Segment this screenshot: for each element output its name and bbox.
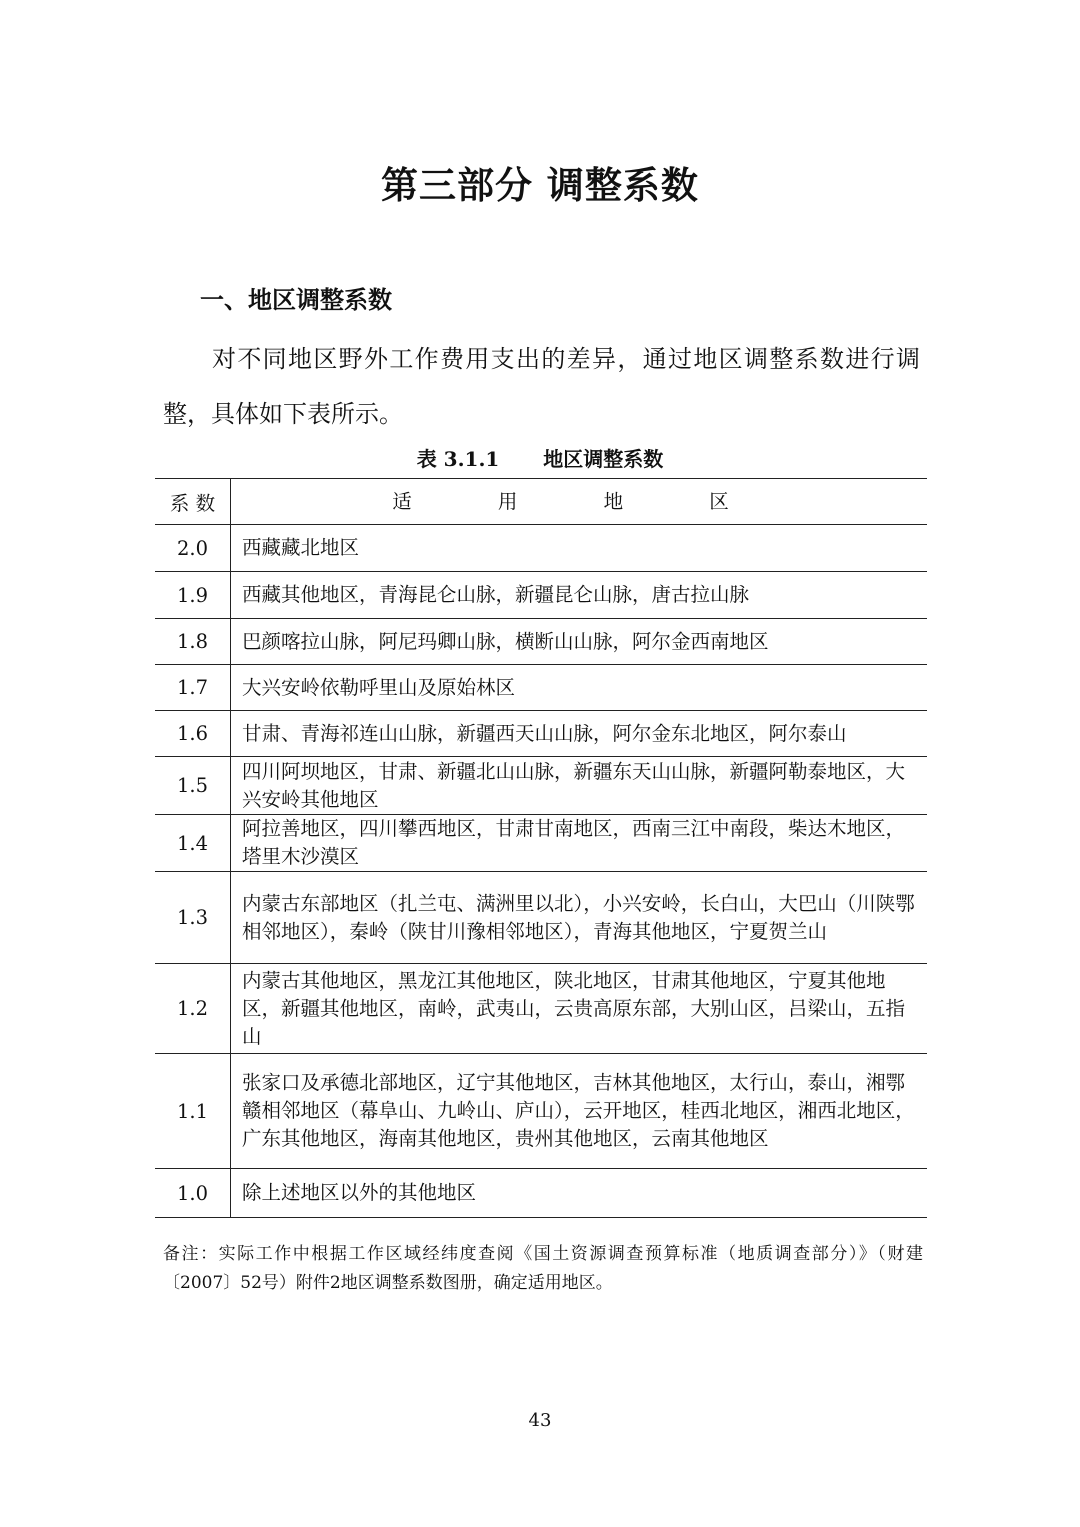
coefficient-cell: 1.5 [155, 757, 231, 815]
section-heading: 一、地区调整系数 [200, 286, 392, 314]
area-cell: 阿拉善地区，四川攀西地区，甘肃甘南地区，西南三江中南段，柴达木地区，塔里木沙漠区 [231, 815, 928, 872]
area-cell: 西藏其他地区，青海昆仑山脉，新疆昆仑山脉，唐古拉山脉 [231, 572, 928, 619]
area-cell: 大兴安岭依勒呼里山及原始林区 [231, 665, 928, 711]
coefficient-cell: 1.9 [155, 572, 231, 619]
coefficient-cell: 2.0 [155, 525, 231, 572]
table-row [155, 1054, 927, 1169]
page-number: 43 [528, 1410, 552, 1431]
table-row [155, 711, 927, 757]
coefficient-table [155, 478, 927, 1218]
coefficient-cell: 1.2 [155, 964, 231, 1054]
coefficient-cell: 1.4 [155, 815, 231, 872]
area-cell: 除上述地区以外的其他地区 [231, 1169, 928, 1218]
table-row [155, 1169, 927, 1218]
table-row [155, 964, 927, 1054]
table-row [155, 525, 927, 572]
coefficient-cell: 1.1 [155, 1054, 231, 1169]
area-cell: 张家口及承德北部地区，辽宁其他地区，吉林其他地区，太行山，泰山，湘鄂赣相邻地区（幕阜山、九岭山、庐山），云开地区，桂西北地区，湘西北地区，广东其他地区，海南其他地区，贵州其他地区，云南其他地区 [231, 1054, 928, 1169]
header-applicable-area: 适 用 地 区 [231, 479, 928, 525]
table-row [155, 572, 927, 619]
table-caption-number: 表 3.1.1 [416, 447, 500, 471]
coefficient-cell: 1.8 [155, 619, 231, 665]
area-cell: 内蒙古其他地区，黑龙江其他地区，陕北地区，甘肃其他地区，宁夏其他地区，新疆其他地区，南岭，武夷山，云贵高原东部，大别山区，吕梁山，五指山 [231, 964, 928, 1054]
table-header-row [155, 479, 927, 525]
body-paragraph: 对不同地区野外工作费用支出的差异，通过地区调整系数进行调整，具体如下表所示。 [163, 345, 920, 428]
coefficient-cell: 1.0 [155, 1169, 231, 1218]
table-row [155, 815, 927, 872]
area-cell: 甘肃、青海祁连山山脉，新疆西天山山脉，阿尔金东北地区，阿尔泰山 [231, 711, 928, 757]
coefficient-cell: 1.6 [155, 711, 231, 757]
header-coefficient: 系 数 [155, 479, 231, 525]
area-cell: 巴颜喀拉山脉，阿尼玛卿山脉，横断山山脉，阿尔金西南地区 [231, 619, 928, 665]
table-row [155, 872, 927, 964]
table-row [155, 619, 927, 665]
area-cell: 四川阿坝地区，甘肃、新疆北山山脉，新疆东天山山脉，新疆阿勒泰地区，大兴安岭其他地区 [231, 757, 928, 815]
table-caption-name: 地区调整系数 [543, 447, 664, 471]
coefficient-cell: 1.3 [155, 872, 231, 964]
table-caption [0, 443, 1080, 472]
table-row [155, 665, 927, 711]
table-row [155, 757, 927, 815]
coefficient-cell: 1.7 [155, 665, 231, 711]
table-footnote: 备注：实际工作中根据工作区域经纬度查阅《国土资源调查预算标准（地质调查部分）》（财建〔2007〕52号）附件2地区调整系数图册，确定适用地区。 [163, 1244, 923, 1293]
page-title: 第三部分 调整系数 [381, 164, 699, 207]
area-cell: 内蒙古东部地区（扎兰屯、满洲里以北），小兴安岭，长白山，大巴山（川陕鄂相邻地区），秦岭（陕甘川豫相邻地区），青海其他地区，宁夏贺兰山 [231, 872, 928, 964]
area-cell: 西藏藏北地区 [231, 525, 928, 572]
